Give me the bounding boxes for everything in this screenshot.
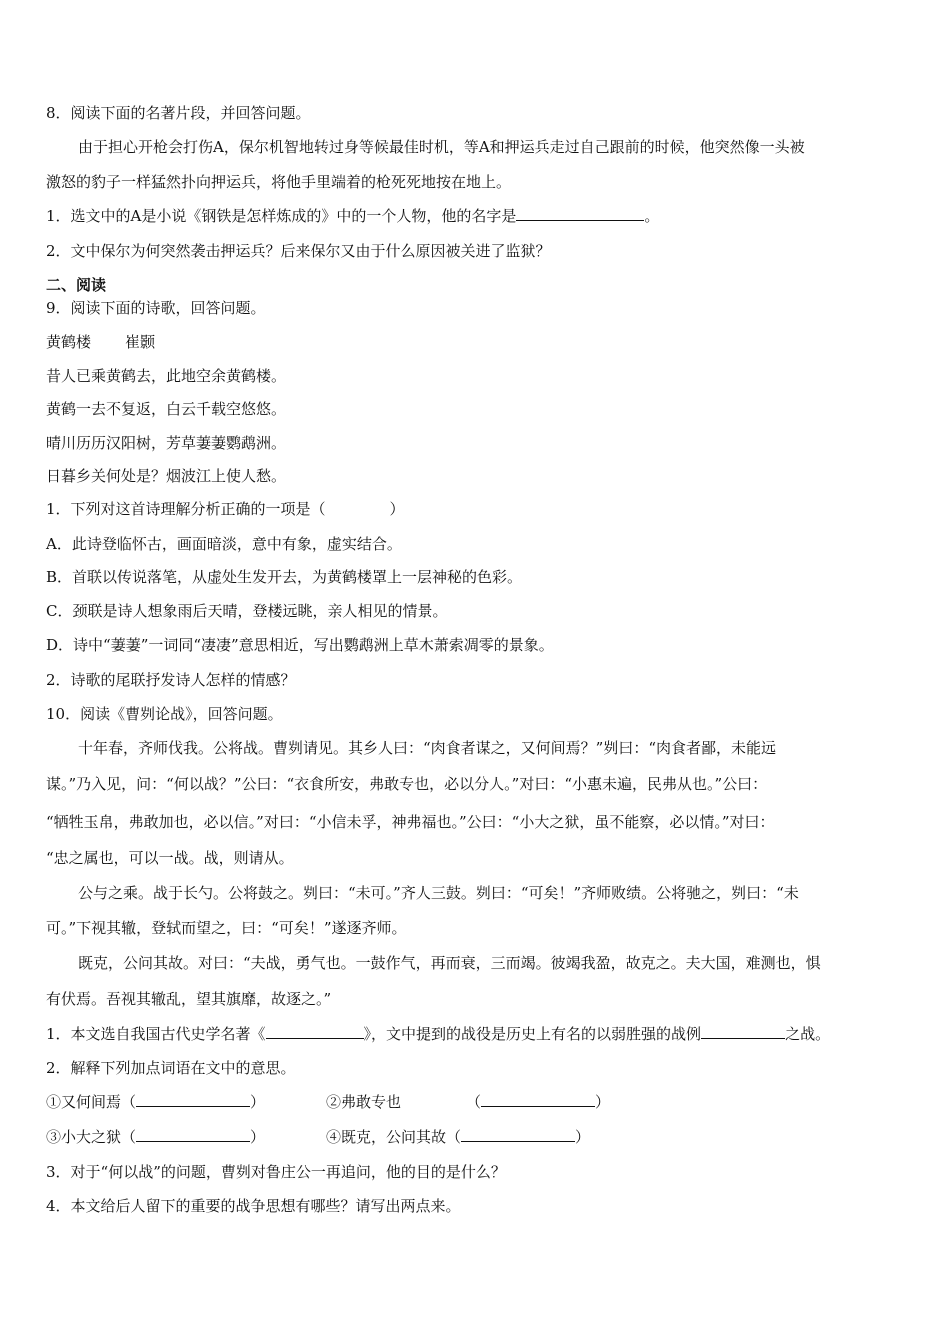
battle-name-blank[interactable] xyxy=(701,1024,785,1039)
item-1-blank[interactable] xyxy=(136,1092,250,1107)
q8-subquestion-1 xyxy=(46,206,659,226)
q10-s1-text-c: 之战。 xyxy=(785,1025,831,1043)
q10-subquestion-4: 4．本文给后人留下的重要的战争思想有哪些？请写出两点来。 xyxy=(46,1197,461,1215)
passage-p3-line-1: 既克，公问其故。对曰：“夫战，勇气也。一鼓作气，再而衰，三而竭。彼竭我盈，故克之。夫大国，难测也，惧 xyxy=(78,954,821,972)
poem-line-4: 日暮乡关何处是？烟波江上使人愁。 xyxy=(46,467,287,485)
passage-p2-line-1: 公与之乘。战于长勺。公将鼓之。刿曰：“未可。”齐人三鼓。刿曰：“可矣！”齐师败绩。公将驰之，刿曰：“未 xyxy=(78,884,799,902)
q9-title: 9．阅读下面的诗歌，回答问题。 xyxy=(46,299,266,317)
poem-line-3: 晴川历历汉阳树，芳草萋萋鹦鹉洲。 xyxy=(46,434,287,452)
q10-subquestion-3: 3．对于“何以战”的问题，曹刿对鲁庄公一再追问，他的目的是什么？ xyxy=(46,1163,506,1181)
q8-s1-end: 。 xyxy=(644,207,660,225)
passage-text: 十年春，齐师伐我。公将战。曹刿请见。其乡人曰：“肉食者谋之，又何间焉？”刿曰：“肉食者鄙，未能远 xyxy=(78,739,777,757)
q9-s1-close: ） xyxy=(389,500,405,518)
option-b[interactable]: B．首联以传说落笔，从虚处生发开去，为黄鹤楼罩上一层神秘的色彩。 xyxy=(46,568,523,586)
item-4 xyxy=(326,1127,590,1147)
option-d[interactable]: D．诗中“萋萋”一词同“凄凄”意思相近，写出鹦鹉洲上草木萧索凋零的景象。 xyxy=(46,636,554,654)
item-1-label: ①又何间焉（ xyxy=(46,1093,137,1111)
item-2-label: ②弗敢专也 xyxy=(326,1093,402,1111)
passage-p1-line-2: 谋。”乃入见，问：“何以战？”公曰：“衣食所安，弗敢专也，必以分人。”对曰：“小惠未遍，民弗从也。”公曰： xyxy=(46,775,768,793)
item-3 xyxy=(46,1127,265,1147)
item-2-blank[interactable] xyxy=(481,1092,595,1107)
q9-s1-text: 1．下列对这首诗理解分析正确的一项是（ xyxy=(46,500,326,518)
item-4-label: ④既克，公问其故（ xyxy=(326,1128,462,1146)
word-meaning-row-1 xyxy=(46,1092,646,1112)
poem-line-2: 黄鹤一去不复返，白云千载空悠悠。 xyxy=(46,400,287,418)
poem-heading xyxy=(46,332,155,352)
item-4-close: ） xyxy=(575,1128,591,1146)
passage-p2-line-2: 可。”下视其辙，登轼而望之，曰：“可矣！”遂逐齐师。 xyxy=(46,919,407,937)
option-c[interactable]: C．颈联是诗人想象雨后天晴，登楼远眺，亲人相见的情景。 xyxy=(46,602,448,620)
item-2-open: （ xyxy=(466,1093,482,1111)
item-3-blank[interactable] xyxy=(136,1127,250,1142)
item-3-close: ） xyxy=(250,1128,266,1146)
q10-subquestion-1 xyxy=(46,1024,830,1044)
passage-p3-line-2: 有伏焉。吾视其辙乱，望其旗靡，故逐之。” xyxy=(46,990,332,1008)
q8-passage-line-1: 由于担心开枪会打伤A，保尔机智地转过身等候最佳时机，等A和押运兵走过自己跟前的时候，他突然像一头被 xyxy=(78,138,805,156)
q10-s1-text-a: 1．本文选自我国古代史学名著《 xyxy=(46,1025,266,1043)
q8-title: 8．阅读下面的名著片段，并回答问题。 xyxy=(46,104,311,122)
q9-subquestion-1 xyxy=(46,499,405,519)
book-name-blank[interactable] xyxy=(266,1024,364,1039)
item-1-close: ） xyxy=(250,1093,266,1111)
q9-subquestion-2: 2．诗歌的尾联抒发诗人怎样的情感？ xyxy=(46,671,296,689)
item-1 xyxy=(46,1092,265,1112)
item-3-label: ③小大之狱（ xyxy=(46,1128,137,1146)
q8-s1-text: 1．选文中的A是小说《钢铁是怎样炼成的》中的一个人物，他的名字是 xyxy=(46,207,517,225)
passage-p1-line-1 xyxy=(78,738,906,758)
poem-line-1: 昔人已乘黄鹤去，此地空余黄鹤楼。 xyxy=(46,367,287,385)
item-4-blank[interactable] xyxy=(461,1127,575,1142)
passage-p1-line-4: “忠之属也，可以一战。战，则请从。 xyxy=(46,849,294,867)
poem-title: 黄鹤楼 xyxy=(46,333,92,351)
q10-title: 10．阅读《曹刿论战》，回答问题。 xyxy=(46,705,283,723)
word-meaning-row-2 xyxy=(46,1127,646,1147)
item-2 xyxy=(466,1092,610,1112)
answer-blank[interactable] xyxy=(516,206,644,221)
section-heading: 二、阅读 xyxy=(46,276,107,294)
item-2-close: ） xyxy=(595,1093,611,1111)
poem-author: 崔颢 xyxy=(125,333,156,351)
q8-subquestion-2: 2．文中保尔为何突然袭击押运兵？后来保尔又由于什么原因被关进了监狱？ xyxy=(46,242,551,260)
passage-p1-line-3: “牺牲玉帛，弗敢加也，必以信。”对曰：“小信未孚，神弗福也。”公曰：“小大之狱，虽不能察，必以情。”对曰： xyxy=(46,813,775,831)
option-a[interactable]: A．此诗登临怀古，画面暗淡，意中有象，虚实结合。 xyxy=(46,535,402,553)
q10-s1-text-b: 》，文中提到的战役是历史上有名的以弱胜强的战例 xyxy=(363,1025,702,1043)
q8-passage-line-2: 激怒的豹子一样猛然扑向押运兵，将他手里端着的枪死死地按在地上。 xyxy=(46,173,512,191)
q10-subquestion-2: 2．解释下列加点词语在文中的意思。 xyxy=(46,1059,296,1077)
